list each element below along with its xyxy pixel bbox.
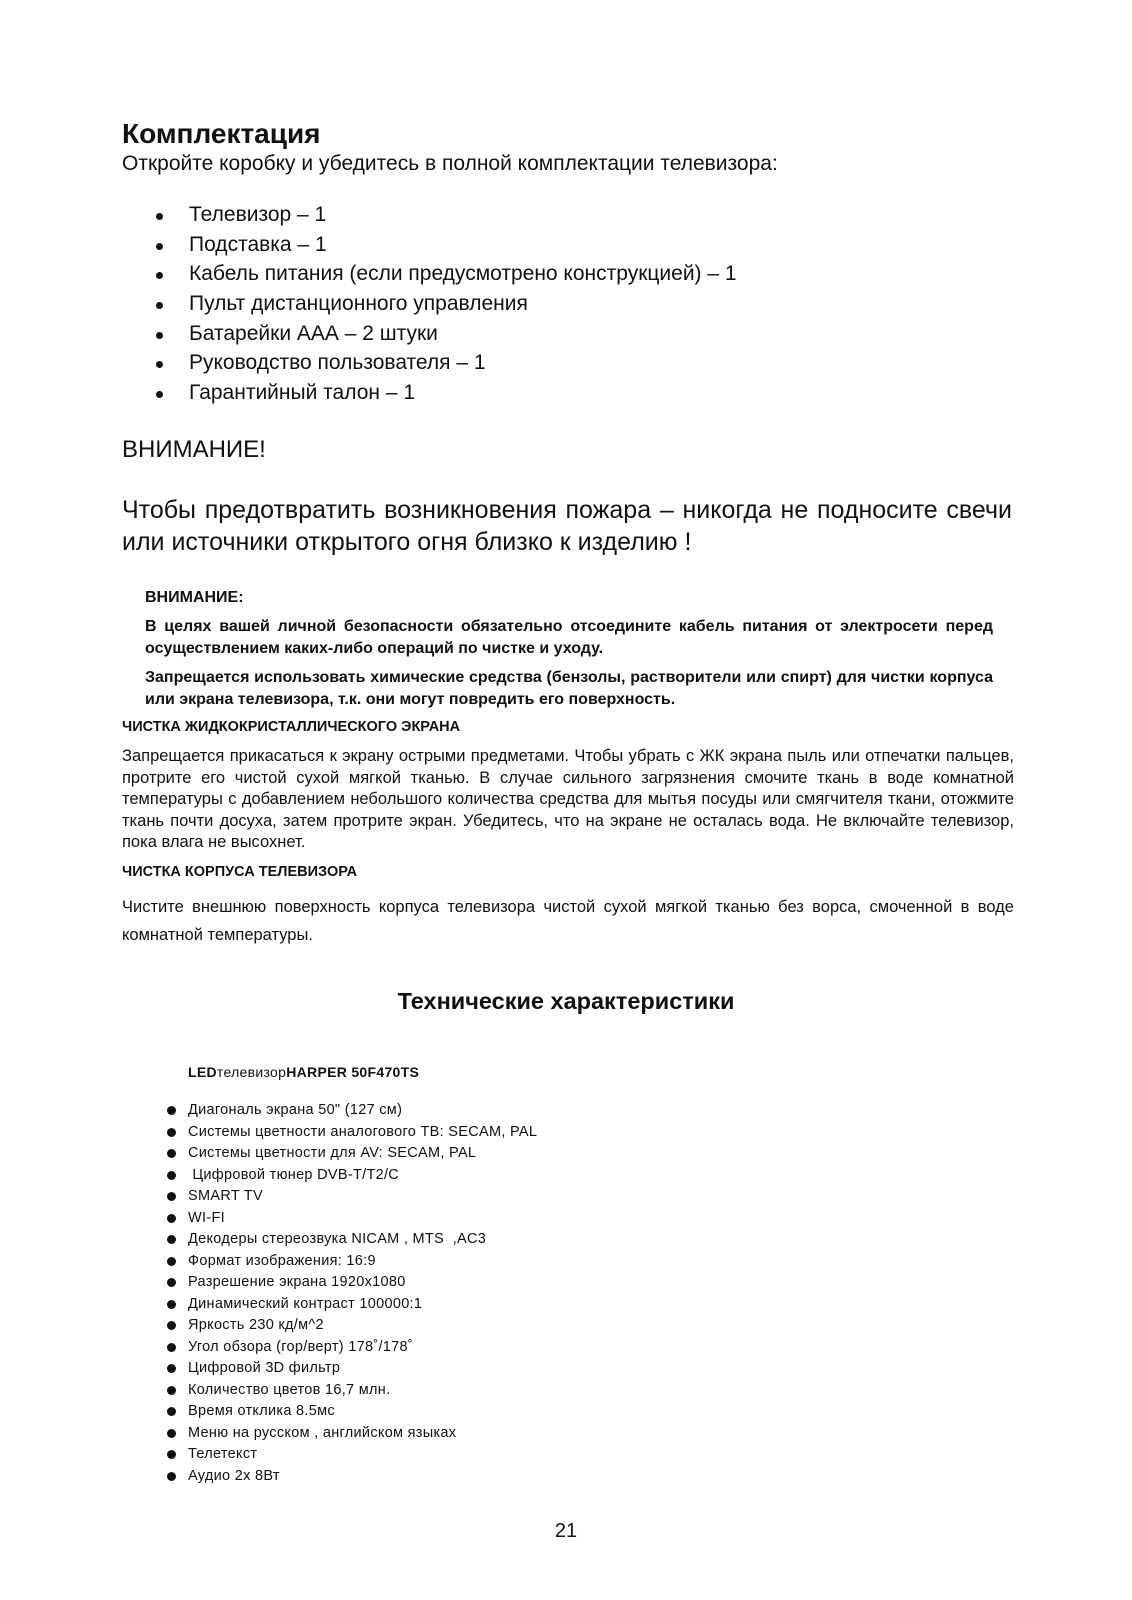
bullet-icon	[167, 1386, 176, 1395]
bullet-icon	[156, 243, 163, 250]
list-item: Цифровой тюнер DVB-T/T2/C	[166, 1165, 537, 1187]
bullet-icon	[156, 272, 163, 279]
list-item: Батарейки ААА – 2 штуки	[152, 319, 737, 349]
list-item: Формат изображения: 16:9	[166, 1251, 537, 1273]
model-name: HARPER 50F470TS	[286, 1064, 420, 1080]
safety-heading: ВНИМАНИЕ:	[145, 589, 244, 606]
body-cleaning-text: Чистите внешнюю поверхность корпуса телевизора чистой сухой мягкой тканью без ворса, смоченной в воде комнатной температуры.	[122, 898, 1014, 944]
page-number: 21	[554, 1520, 578, 1542]
list-item: SMART TV	[166, 1186, 537, 1208]
spec-list	[166, 1100, 537, 1487]
list-item: Цифровой 3D фильтр	[166, 1358, 537, 1380]
model-prefix: LED	[188, 1064, 217, 1080]
bullet-icon	[167, 1257, 176, 1266]
bullet-icon	[167, 1128, 176, 1137]
list-item: Меню на русском , английском языках	[166, 1423, 537, 1445]
kit-intro: Откройте коробку и убедитесь в полной комплектации телевизора:	[122, 152, 778, 175]
bullet-icon	[156, 213, 163, 220]
specs-title: Технические характеристики	[397, 988, 735, 1014]
bullet-icon	[167, 1278, 176, 1287]
model-line	[188, 1064, 419, 1080]
body-cleaning-heading: ЧИСТКА КОРПУСА ТЕЛЕВИЗОРА	[122, 864, 358, 880]
safety-paragraph-power: В целях вашей личной безопасности обязательно отсоедините кабель питания от электросети перед осуществлением каких-либо операций по чистке и уходу.	[145, 618, 993, 657]
bullet-icon	[167, 1171, 176, 1180]
bullet-icon	[167, 1343, 176, 1352]
screen-cleaning-heading: ЧИСТКА ЖИДКОКРИСТАЛЛИЧЕСКОГО ЭКРАНА	[122, 719, 461, 735]
list-item: Кабель питания (если предусмотрено конструкцией) – 1	[152, 259, 737, 289]
list-item: Угол обзора (гор/верт) 178˚/178˚	[166, 1337, 537, 1359]
list-item: Аудио 2х 8Вт	[166, 1466, 537, 1488]
bullet-icon	[167, 1192, 176, 1201]
bullet-icon	[167, 1300, 176, 1309]
list-item: Количество цветов 16,7 млн.	[166, 1380, 537, 1402]
list-item: Телевизор – 1	[152, 200, 737, 230]
list-item: Системы цветности для AV: SECAM, PAL	[166, 1143, 537, 1165]
bullet-icon	[167, 1106, 176, 1115]
bullet-icon	[156, 391, 163, 398]
bullet-icon	[156, 361, 163, 368]
model-type: телевизор	[216, 1064, 287, 1080]
bullet-icon	[167, 1429, 176, 1438]
bullet-icon	[167, 1214, 176, 1223]
list-item: Гарантийный талон – 1	[152, 378, 737, 408]
list-item: WI-FI	[166, 1208, 537, 1230]
screen-cleaning-text: Запрещается прикасаться к экрану острыми предметами. Чтобы убрать с ЖК экрана пыль или отпечатки пальцев, протрите его чистой сухой мягкой тканью. В случае сильного загрязнения смочите ткань в воде комнатной температуры с добавлением небольшого количества средства для мытья посуды или смягчителя ткани, отожмите ткань почти досуха, затем протрите экран. Убедитесь, что на экране не осталась вода. Не включайте телевизор, пока влага не высохнет.	[122, 747, 1014, 851]
list-item: Яркость 230 кд/м^2	[166, 1315, 537, 1337]
list-item: Системы цветности аналогового ТВ: SECAM, PAL	[166, 1122, 537, 1144]
list-item: Разрешение экрана 1920x1080	[166, 1272, 537, 1294]
list-item: Телетекст	[166, 1444, 537, 1466]
fire-warning-heading: ВНИМАНИЕ!	[122, 436, 266, 463]
bullet-icon	[167, 1321, 176, 1330]
bullet-icon	[167, 1149, 176, 1158]
list-item: Декодеры стереозвука NICAM , MTS ,AC3	[166, 1229, 537, 1251]
list-item: Динамический контраст 100000:1	[166, 1294, 537, 1316]
kit-list	[152, 200, 737, 408]
bullet-icon	[167, 1472, 176, 1481]
bullet-icon	[156, 332, 163, 339]
bullet-icon	[156, 302, 163, 309]
list-item: Время отклика 8.5мс	[166, 1401, 537, 1423]
fire-warning-text: Чтобы предотвратить возникновения пожара – никогда не подносите свечи или источники открытого огня близко к изделию !	[122, 496, 1012, 556]
bullet-icon	[167, 1235, 176, 1244]
kit-title: Комплектация	[122, 118, 321, 149]
bullet-icon	[167, 1450, 176, 1459]
list-item: Диагональ экрана 50" (127 см)	[166, 1100, 537, 1122]
safety-paragraph-chemicals: Запрещается использовать химические средства (бензолы, растворители или спирт) для чистки корпуса или экрана телевизора, т.к. они могут повредить его поверхность.	[145, 669, 993, 708]
list-item: Пульт дистанционного управления	[152, 289, 737, 319]
bullet-icon	[167, 1364, 176, 1373]
bullet-icon	[167, 1407, 176, 1416]
list-item: Подставка – 1	[152, 230, 737, 260]
list-item: Руководство пользователя – 1	[152, 348, 737, 378]
